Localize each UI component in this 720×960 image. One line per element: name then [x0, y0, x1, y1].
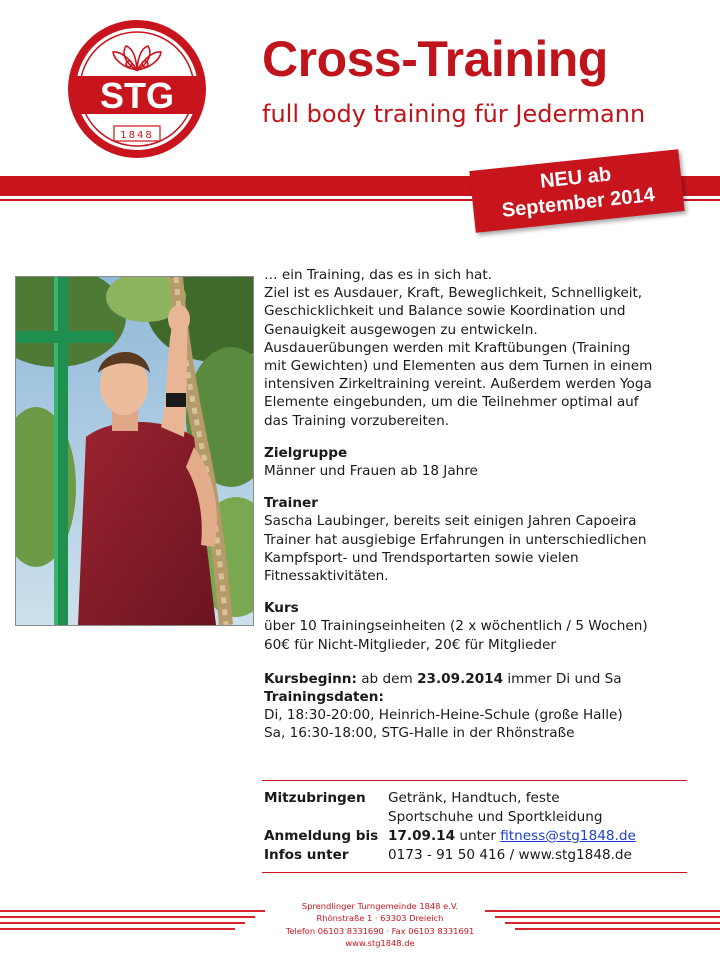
intro-block — [264, 266, 714, 430]
badge-line-2: September 2014 — [500, 183, 656, 222]
kursbeginn-date: 23.09.2014 — [417, 670, 504, 687]
trainer-line: Fitnessaktivitäten. — [264, 568, 389, 585]
infos-label: Infos unter — [264, 847, 349, 863]
zielgruppe-text: Männer und Frauen ab 18 Jahre — [264, 463, 478, 480]
intro-line: Geschicklichkeit und Balance sowie Koordination und — [264, 303, 626, 320]
intro-line: intensiven Zirkeltraining vereint. Außerdem werden Yoga — [264, 376, 652, 393]
kurs-line: 60€ für Nicht-Mitglieder, 20€ für Mitglieder — [264, 636, 556, 653]
kursbeginn-line — [264, 670, 714, 688]
footer-line: Telefon 06103 8331690 · Fax 06103 8331691 — [285, 925, 475, 936]
footer-line[interactable]: www.stg1848.de — [345, 938, 415, 949]
mitzubringen-line: Getränk, Handtuch, feste — [388, 790, 560, 806]
trainingsdaten-line: Sa, 16:30-18:00, STG-Halle in der Rhönstraße — [264, 725, 575, 742]
trainer-line: Trainer hat ausgiebige Erfahrungen in unterschiedlichen — [264, 531, 647, 548]
divider-top — [262, 780, 687, 781]
intro-line: mit Gewichten) und Elementen aus dem Turnen in einem — [264, 358, 653, 375]
logo-text: STG — [99, 75, 175, 116]
mitzubringen-label: Mitzubringen — [264, 790, 366, 806]
mitzubringen-line: Sportschuhe und Sportkleidung — [388, 809, 603, 825]
zielgruppe-heading: Zielgruppe — [264, 444, 348, 461]
kursbeginn-label: Kursbeginn: — [264, 670, 357, 687]
email-link[interactable]: fitness@stg1848.de — [500, 828, 636, 844]
kursbeginn-pre: ab dem — [356, 670, 418, 687]
intro-line: Ziel ist es Ausdauer, Kraft, Beweglichkeit, Schnelligkeit, — [264, 285, 643, 302]
main-content — [264, 266, 714, 743]
anmeldung-value — [388, 827, 688, 846]
footer-line: Rhönstraße 1 · 63303 Dreieich — [316, 913, 444, 924]
stg-logo — [66, 18, 208, 160]
infos-value: 0173 - 91 50 416 / www.stg1848.de — [388, 847, 632, 863]
intro-line: … ein Training, das es in sich hat. — [264, 267, 492, 283]
info-row-mitzubringen — [264, 789, 688, 827]
intro-line: Genauigkeit ausgewogen zu entwickeln. — [264, 321, 538, 338]
info-row-infos — [264, 846, 688, 865]
training-photo — [15, 276, 254, 626]
page-title: Cross-Training — [262, 31, 608, 87]
new-badge — [469, 149, 684, 233]
page-subtitle: full body training für Jedermann — [262, 100, 646, 128]
info-row-anmeldung — [264, 827, 688, 846]
kurs-heading: Kurs — [264, 600, 299, 617]
badge-line-1: NEU ab — [539, 163, 613, 193]
intro-line: Ausdauerübungen werden mit Kraftübungen (Training — [264, 339, 631, 356]
trainingsdaten-line: Di, 18:30-20:00, Heinrich-Heine-Schule (große Halle) — [264, 707, 623, 724]
kurs-line: über 10 Trainingseinheiten (2 x wöchentlich / 5 Wochen) — [264, 618, 648, 635]
anmeldung-mid: unter — [455, 828, 501, 844]
trainer-line: Kampfsport- und Trendsportarten sowie vielen — [264, 549, 579, 566]
intro-line: Elemente eingebunden, um die Teilnehmer optimal auf — [264, 394, 639, 411]
anmeldung-date: 17.09.14 — [388, 828, 456, 844]
footer-line: Sprendlinger Turngemeinde 1848 e.V. — [301, 901, 459, 911]
kursbeginn-post: immer Di und Sa — [503, 670, 622, 687]
trainer-line: Sascha Laubinger, bereits seit einigen Jahren Capoeira — [264, 513, 637, 530]
divider-bottom — [262, 872, 687, 873]
trainingsdaten-heading: Trainingsdaten: — [264, 689, 384, 706]
anmeldung-label: Anmeldung bis — [264, 828, 379, 844]
intro-line: das Training vorzubereiten. — [264, 412, 450, 429]
info-table — [264, 789, 688, 865]
logo-year: 1848 — [120, 130, 154, 141]
mitzubringen-value — [388, 789, 688, 827]
footer-address — [200, 900, 560, 950]
trainer-heading: Trainer — [264, 495, 318, 512]
